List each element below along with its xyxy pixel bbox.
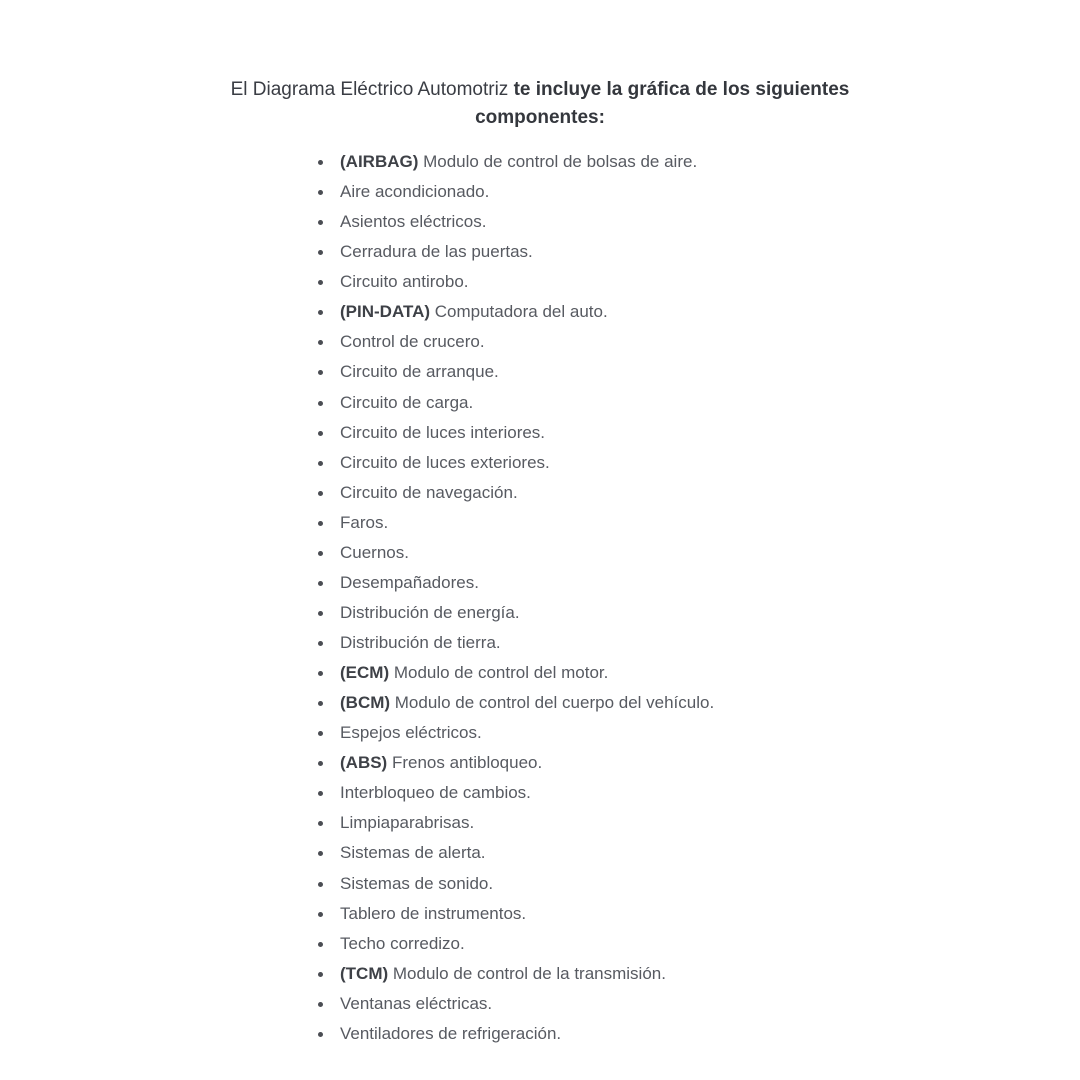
bullet-icon (318, 912, 323, 917)
list-item (316, 1019, 714, 1049)
component-text: Faros. (340, 512, 389, 532)
bullet-icon (318, 821, 323, 826)
bullet-icon (318, 1032, 323, 1037)
list-item (316, 508, 714, 538)
component-text: Modulo de control de bolsas de aire. (418, 152, 698, 171)
bullet-icon (318, 791, 323, 796)
list-item (316, 899, 714, 929)
bullet-icon (318, 761, 323, 766)
component-text: Circuito antirobo. (340, 272, 469, 292)
component-text: Modulo de control del motor. (389, 663, 609, 683)
list-item (316, 929, 714, 959)
bullet-icon (318, 250, 323, 255)
bullet-icon (318, 491, 323, 496)
component-text: Sistemas de sonido. (340, 873, 494, 893)
bullet-icon (318, 160, 323, 165)
list-item (316, 808, 714, 838)
component-text: Desempañadores. (340, 572, 479, 592)
component-text: Limpiaparabrisas. (340, 813, 475, 833)
heading-intro: El Diagrama Eléctrico Automotriz (230, 79, 514, 100)
component-text: Sistemas de alerta. (340, 843, 486, 863)
bullet-icon (318, 641, 323, 646)
list-item (316, 177, 714, 207)
component-text: Circuito de arranque. (340, 362, 499, 382)
list-item (316, 959, 714, 989)
bullet-icon (318, 972, 323, 977)
component-text: Cuernos. (340, 542, 409, 562)
bullet-icon (318, 220, 323, 225)
bullet-icon (318, 701, 323, 706)
component-text: Control de crucero. (340, 332, 485, 352)
component-text: Modulo de control del cuerpo del vehículo. (390, 693, 715, 713)
bullet-icon (318, 310, 323, 315)
component-code: (ECM) (340, 663, 390, 683)
list-item (316, 718, 714, 748)
component-code: (BCM) (340, 693, 391, 713)
component-text: Distribución de energía. (340, 602, 520, 622)
list-item (316, 448, 714, 478)
component-text: Ventanas eléctricas. (340, 993, 493, 1013)
bullet-icon (318, 611, 323, 616)
component-text: Distribución de tierra. (340, 633, 501, 652)
bullet-icon (318, 551, 323, 556)
list-item (316, 388, 714, 418)
heading-emphasis: te incluye la gráfica de los siguientes componentes: (475, 79, 850, 128)
list-item (316, 688, 714, 718)
component-text: Asientos eléctricos. (340, 212, 487, 232)
bullet-icon (318, 431, 323, 436)
component-text: Circuito de navegación. (340, 482, 518, 502)
component-code: (TCM) (340, 963, 389, 983)
component-text: Techo corredizo. (340, 933, 465, 953)
component-text: Computadora del auto. (430, 302, 608, 322)
list-item (316, 989, 714, 1019)
component-text: Ventiladores de refrigeración. (340, 1023, 562, 1043)
list-item (316, 147, 714, 177)
bullet-icon (318, 461, 323, 466)
component-text: Modulo de control de la transmisión. (388, 963, 666, 983)
list-item (316, 628, 714, 658)
list-item (316, 658, 714, 688)
bullet-icon (318, 851, 323, 856)
components-list (316, 147, 714, 1049)
page-heading (180, 76, 900, 132)
component-code: (PIN-DATA) (340, 302, 431, 322)
bullet-icon (318, 731, 323, 736)
list-item (316, 538, 714, 568)
component-code: (AIRBAG) (340, 152, 419, 171)
list-item (316, 267, 714, 297)
list-item (316, 207, 714, 237)
bullet-icon (318, 1002, 323, 1007)
bullet-icon (318, 671, 323, 676)
component-text: Frenos antibloqueo. (387, 753, 543, 773)
list-item (316, 478, 714, 508)
component-text: Circuito de carga. (340, 392, 474, 412)
bullet-icon (318, 521, 323, 526)
bullet-icon (318, 882, 323, 887)
list-item (316, 838, 714, 868)
list-item (316, 778, 714, 808)
bullet-icon (318, 942, 323, 947)
component-text: Espejos eléctricos. (340, 723, 482, 743)
list-item (316, 418, 714, 448)
component-text: Cerradura de las puertas. (340, 242, 533, 262)
component-code: (ABS) (340, 753, 388, 773)
component-text: Interbloqueo de cambios. (340, 783, 531, 803)
list-item (316, 598, 714, 628)
list-item (316, 869, 714, 899)
bullet-icon (318, 370, 323, 375)
bullet-icon (318, 190, 323, 195)
list-item (316, 327, 714, 357)
component-text: Circuito de luces interiores. (340, 422, 546, 442)
component-text: Tablero de instrumentos. (340, 903, 527, 923)
bullet-icon (318, 581, 323, 586)
bullet-icon (318, 401, 323, 406)
list-item (316, 357, 714, 387)
component-text: Aire acondicionado. (340, 182, 490, 202)
list-item (316, 748, 714, 778)
list-item (316, 568, 714, 598)
list-item (316, 297, 714, 327)
component-text: Circuito de luces exteriores. (340, 452, 550, 472)
bullet-icon (318, 340, 323, 345)
bullet-icon (318, 280, 323, 285)
list-item (316, 237, 714, 267)
